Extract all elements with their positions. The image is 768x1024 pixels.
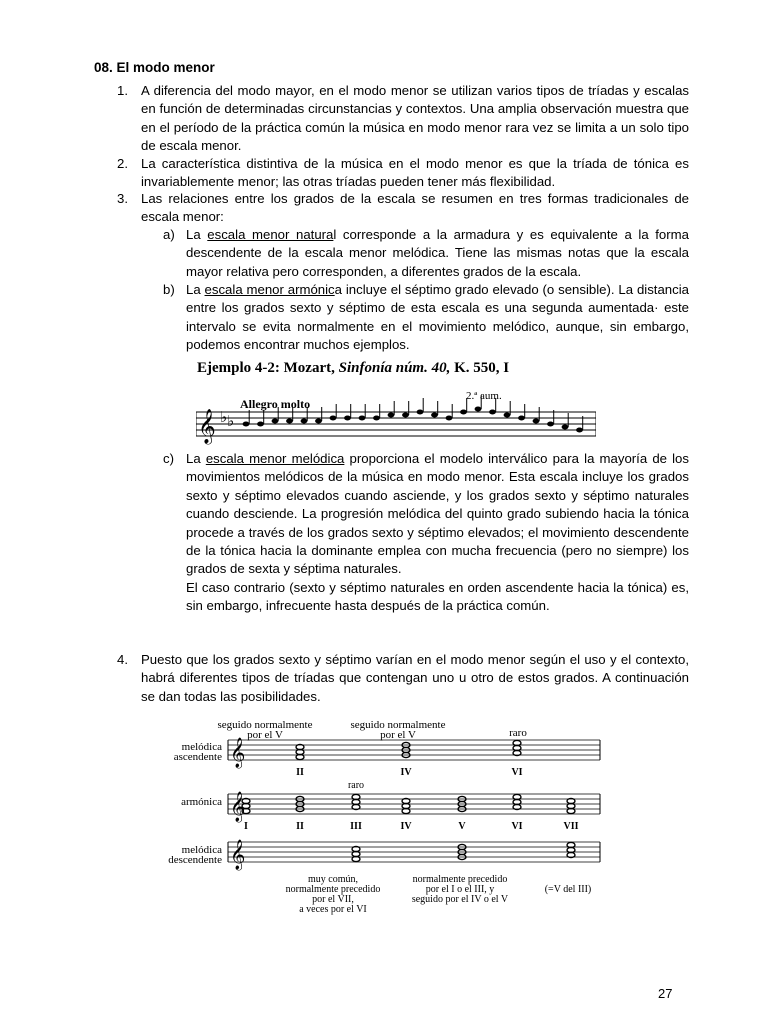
notehead — [431, 413, 438, 418]
notehead — [460, 410, 467, 415]
sub-item-text — [186, 226, 689, 281]
section-heading: 08. El modo menor — [94, 60, 215, 75]
notehead — [301, 419, 308, 424]
row-label: ascendente — [173, 751, 222, 763]
example-title — [197, 360, 509, 377]
sub-item-text — [186, 450, 689, 579]
notehead — [286, 419, 293, 424]
numeral-harm: VI — [511, 821, 523, 832]
notehead — [388, 413, 395, 418]
note-text: seguido normalmente — [350, 719, 446, 731]
note-text: normalmente precedido — [285, 884, 381, 895]
notehead — [315, 419, 322, 424]
notehead — [272, 419, 279, 424]
list-item-2 — [117, 155, 689, 192]
music-example-triads — [150, 712, 610, 922]
notehead — [489, 410, 496, 415]
text-fragment: l corresponde a la armadura y es equivalente a la forma descendente de la escala menor melódica. Tiene las mismas notas que la escala mayor relativa pero corresponden, a diferentes grados de la escala. — [186, 227, 689, 279]
treble-clef-icon: 𝄞 — [198, 409, 216, 444]
sub-item-label: b) — [163, 282, 175, 297]
sub-item-a — [163, 226, 689, 281]
text-fragment: La — [186, 282, 205, 297]
note-text: raro — [509, 727, 527, 739]
sub-item-c — [163, 450, 689, 616]
notehead — [330, 416, 337, 421]
notehead — [547, 422, 554, 427]
notehead — [518, 416, 525, 421]
numeral-harm: V — [458, 821, 466, 832]
item-text: Puesto que los grados sexto y séptimo varían en el modo menor según el uso y el contexto, habrá diferentes tipos de tríadas que contengan uno u otro de estos grados. A continuación se dan todas las posibilidades. — [141, 652, 689, 704]
row-label: armónica — [181, 796, 222, 808]
item-text: A diferencia del modo mayor, en el modo menor se utilizan varios tipos de tríadas y escalas en función de determinadas circunstancias y contextos. Una amplia observación muestra que en el período de la práctica común la música en modo menor rara vez se limita a un solo tipo de escala menor. — [141, 83, 689, 154]
notehead — [359, 416, 366, 421]
numeral-harm: IV — [400, 821, 412, 832]
music-example-mozart — [196, 386, 596, 446]
treble-clef-icon: 𝄞 — [230, 792, 246, 822]
example-title-text: K. 550, I — [450, 360, 510, 376]
numeral-asc: II — [296, 767, 304, 778]
item-text: Las relaciones entre los grados de la escala se resumen en tres formas tradicionales de escala menor: — [141, 191, 689, 225]
flat-icon: ♭ — [227, 412, 235, 430]
item-number: 2. — [117, 156, 128, 171]
note-text: seguido por el IV o el V — [411, 894, 509, 905]
sub-item-label: a) — [163, 227, 175, 242]
item-number: 1. — [117, 83, 128, 98]
raro-note: raro — [347, 780, 365, 791]
example-title-italic: Sinfonía núm. 40, — [338, 360, 451, 376]
notehead — [243, 422, 250, 427]
page-number: 27 — [658, 986, 673, 1001]
staff-lines — [196, 412, 596, 436]
notehead — [402, 413, 409, 418]
notehead — [475, 407, 482, 412]
flat-icon: ♭ — [220, 408, 228, 426]
roman-numerals — [244, 767, 579, 832]
treble-clef-icon: 𝄞 — [230, 738, 246, 768]
numeral-harm: VII — [563, 821, 579, 832]
notehead — [344, 416, 351, 421]
sub-item-extra: El caso contrario (sexto y séptimo naturales en orden ascendente hacia la tónica) es, sin embargo, infrecuente hasta después de la práctica común. — [186, 579, 689, 614]
note-text: por el V — [380, 729, 416, 741]
text-fragment: a incluye el séptimo grado elevado (o sensible). La distancia entre los grados sexto y séptimo de esta escala es una segunda aumentada· este intervalo se evita normalmente en el movimiento melódico, aunque, sin embargo, podemos encontrar muchos ejemplos. — [186, 282, 689, 353]
notehead — [446, 416, 453, 421]
list-item-3 — [117, 190, 689, 227]
note-text: seguido normalmente — [217, 719, 313, 731]
item-number: 3. — [117, 191, 128, 206]
numeral-harm: I — [244, 821, 248, 832]
text-fragment: La — [186, 227, 208, 242]
note-text: (=V del III) — [544, 884, 592, 895]
numeral-harm: III — [350, 821, 362, 832]
notehead — [504, 413, 511, 418]
term-melodic-minor: escala menor melódica — [205, 451, 345, 466]
notehead — [417, 410, 424, 415]
term-harmonic-minor: escala menor armónic — [204, 282, 335, 297]
note-text: a veces por el VI — [299, 904, 367, 915]
note-text: por el VII, — [312, 894, 354, 905]
notehead — [562, 425, 569, 430]
note-text: por el I o el III, y — [425, 884, 495, 895]
sub-item-text — [186, 281, 689, 355]
sub-item-b — [163, 281, 689, 355]
row-label: descendente — [168, 854, 222, 866]
row-label: melódica — [181, 741, 222, 753]
item-text: La característica distintiva de la música en el modo menor es que la tríada de tónica es invariablemente menor; las otras tríadas pueden tener más flexibilidad. — [141, 156, 689, 190]
notehead — [373, 416, 380, 421]
numeral-asc: IV — [400, 767, 412, 778]
numeral-asc: VI — [511, 767, 523, 778]
sub-item-label: c) — [163, 451, 174, 466]
tempo-marking: Allegro molto — [240, 397, 311, 411]
note-text: muy común, — [308, 874, 358, 885]
text-fragment: proporciona el modelo interválico para la mayoría de los movimientos melódicos de la música en modo menor. Esta escala incluye los grados sexto y séptimo elevados cuando asciende, y los grados sexto y séptimo naturales cuando desciende. La progresión melódica del quinto grado subiendo hacia la tónica procede a través de los grados sexto y séptimo elevados; el movimiento descendente de la tónica hacia la dominante emplea con mucha frecuencia (pero no siempre) los grados de sexta y séptima naturales. — [186, 451, 689, 577]
example-title-text: Ejemplo 4-2: Mozart, — [197, 360, 339, 376]
list-item-4 — [117, 651, 689, 706]
numeral-harm: II — [296, 821, 304, 832]
list-item-1 — [117, 82, 689, 156]
interval-annotation: 2.ª aum. — [466, 390, 502, 402]
treble-clef-icon: 𝄞 — [230, 840, 246, 870]
note-text: por el V — [247, 729, 283, 741]
note-text: normalmente precedido — [412, 874, 508, 885]
notehead — [533, 419, 540, 424]
term-natural-minor: escala menor natura — [207, 227, 334, 242]
notehead — [576, 428, 583, 433]
item-number: 4. — [117, 652, 128, 667]
text-fragment: La — [186, 451, 206, 466]
staff-systems — [228, 737, 600, 871]
notehead — [257, 422, 264, 427]
row-label: melódica — [181, 844, 222, 856]
